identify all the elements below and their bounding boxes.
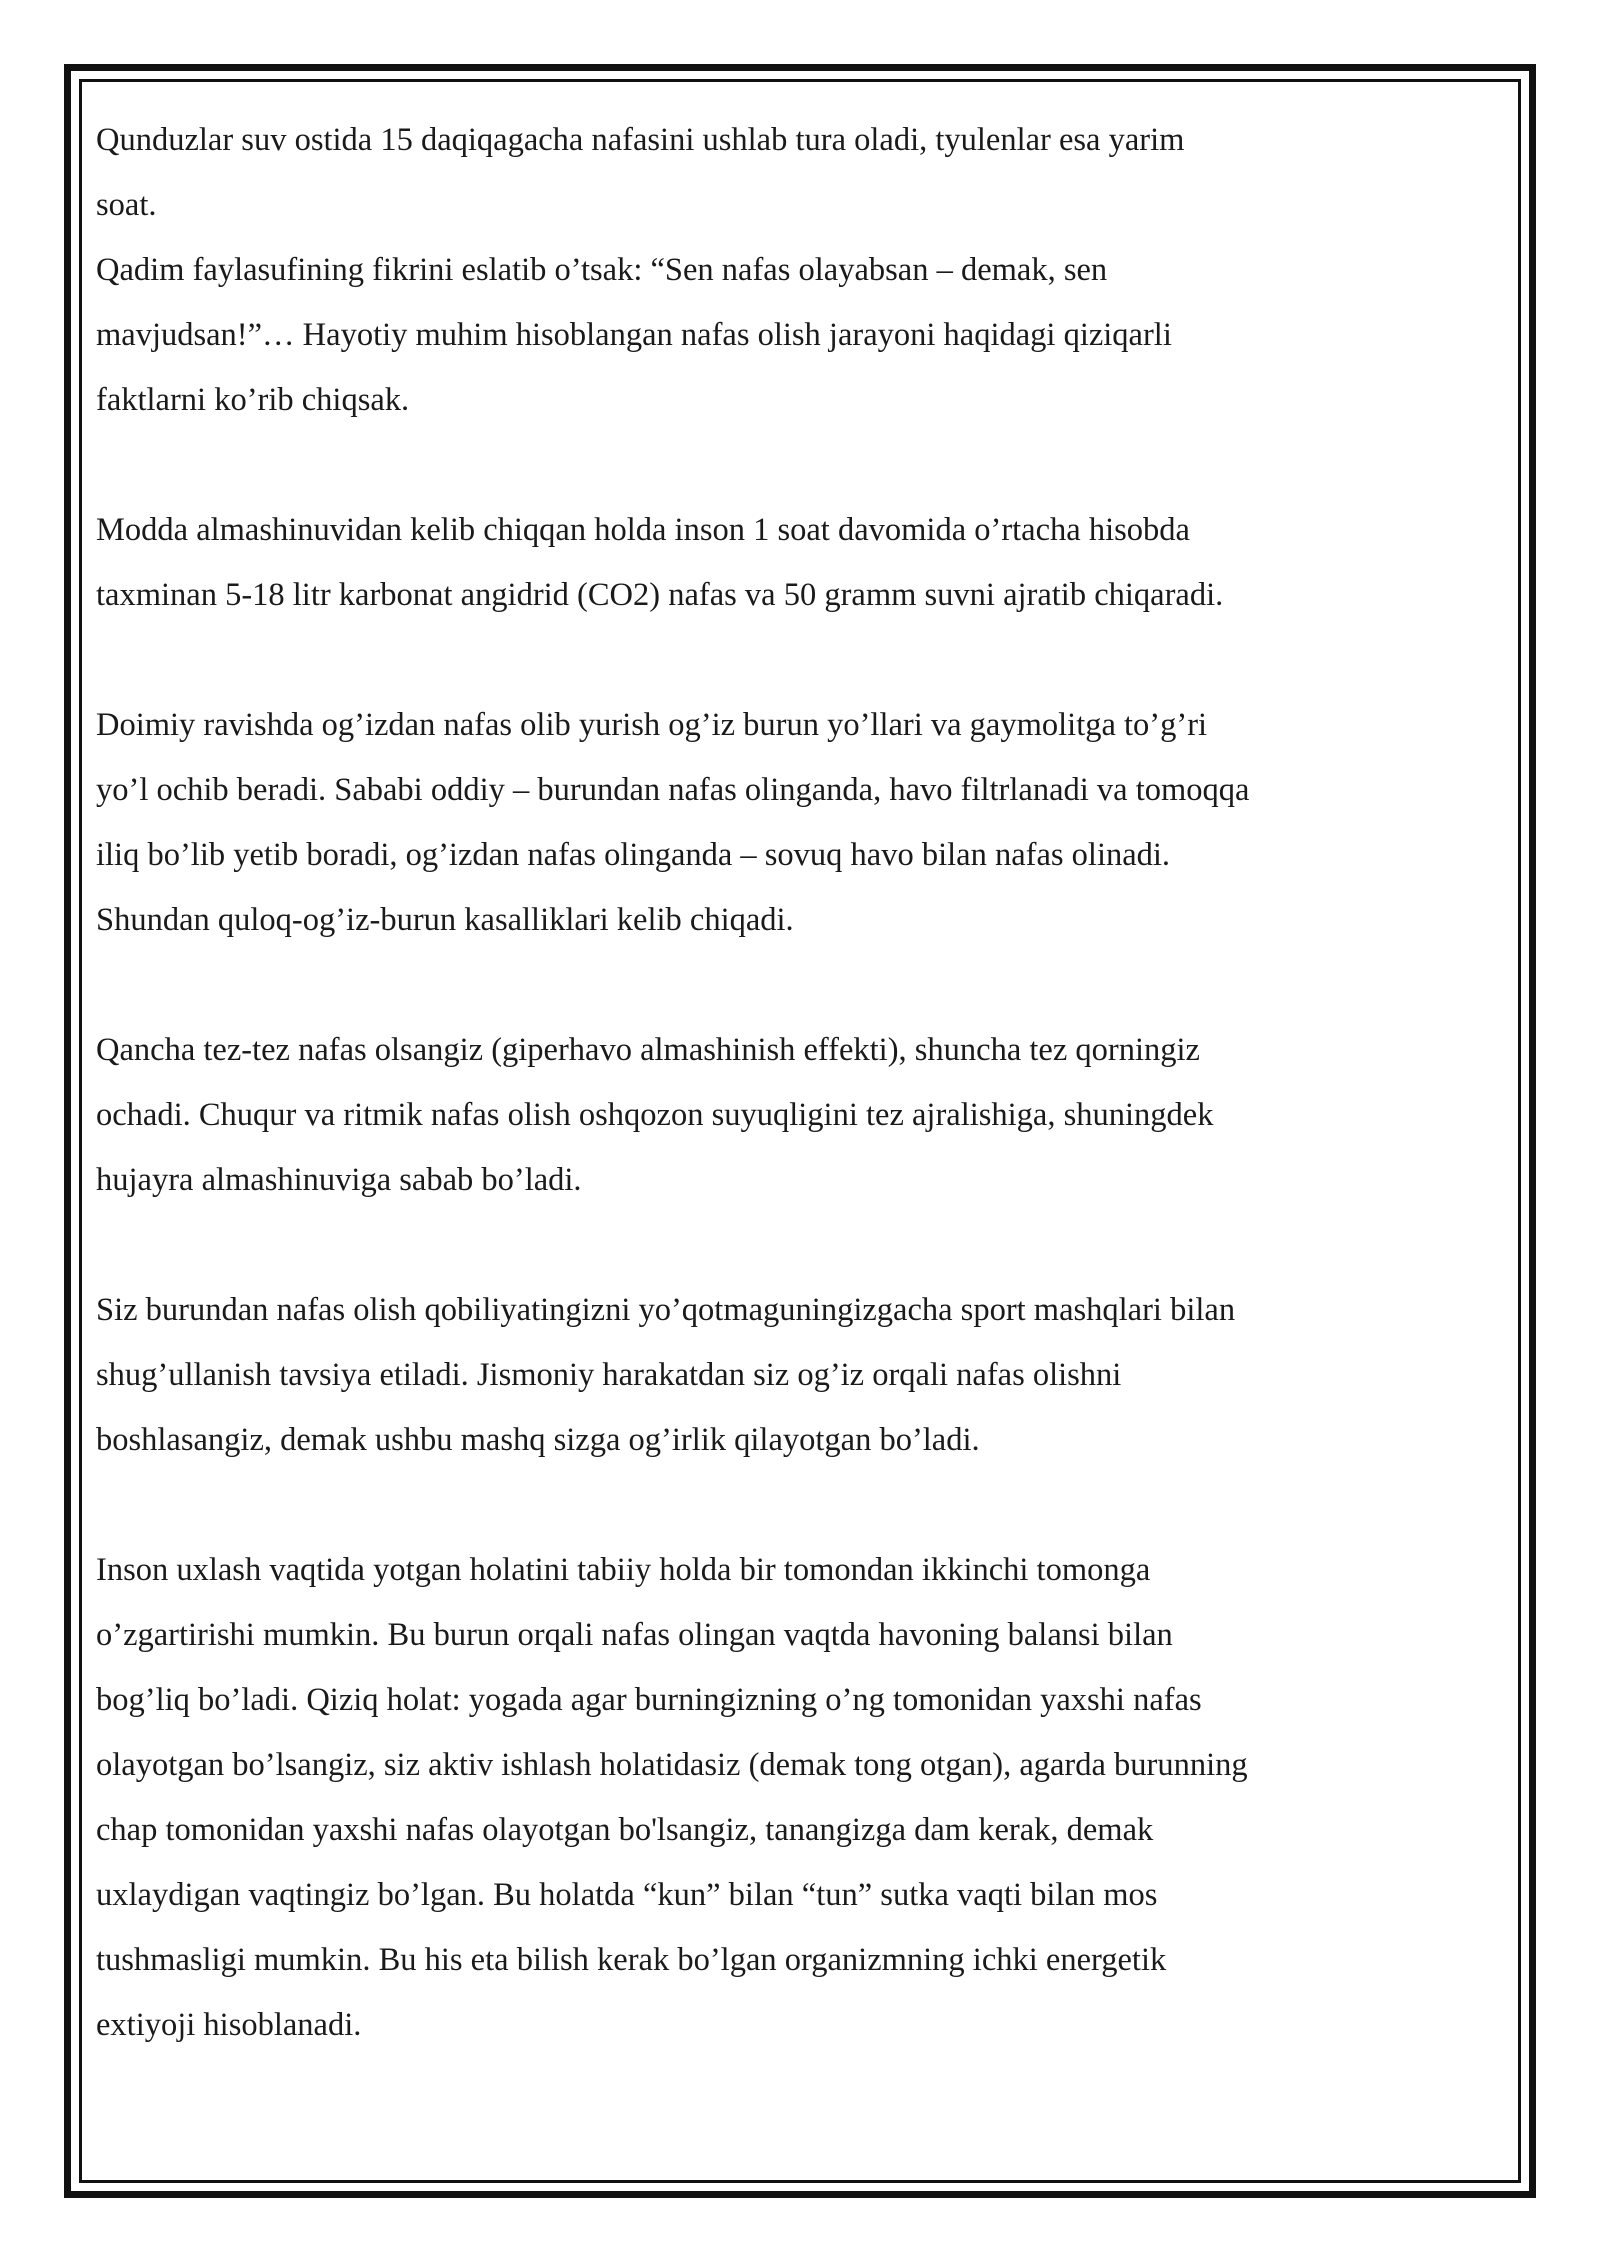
paragraph-beavers: Qunduzlar suv ostida 15 daqiqagacha nafasini ushlab tura oladi, tyulenlar esa yarim soat. bbox=[96, 122, 1185, 223]
paragraph-metabolism: Modda almashinuvidan kelib chiqqan holda inson 1 soat davomida o’rtacha hisobda taxminan 5-18 litr karbonat angidrid (CO2) nafas va 50 gramm suvni ajratib chiqaradi. bbox=[96, 512, 1224, 613]
paragraph-philosopher-quote: Qadim faylasufining fikrini eslatib o’tsak: “Sen nafas olayabsan – demak, sen mavjudsan!”… Hayotiy muhim hisoblangan nafas olish jarayoni haqidagi qiziqarli faktlarni ko’rib chiqsak. bbox=[96, 252, 1172, 418]
paragraph-sport-exercise: Siz burundan nafas olish qobiliyatingizni yo’qotmaguningizgacha sport mashqlari bilan shug’ullanish tavsiya etiladi. Jismoniy harakatdan siz og’iz orqali nafas olishni boshlasangiz, demak ushbu mashq sizga og’irlik qilayotgan bo’ladi. bbox=[96, 1292, 1236, 1458]
document-body bbox=[96, 108, 1466, 2123]
paragraph-mouth-breathing: Doimiy ravishda og’izdan nafas olib yurish og’iz burun yo’llari va gaymolitga to’g’ri yo’l ochib beradi. Sababi oddiy – burundan nafas olinganda, havo filtrlanadi va tomoqqa iliq bo’lib yetib boradi, og’izdan nafas olinganda – sovuq havo bilan nafas olinadi. Shundan quloq-og’iz-burun kasalliklari kelib chiqadi. bbox=[96, 707, 1250, 938]
paragraph-fast-breathing: Qancha tez-tez nafas olsangiz (giperhavo almashinish effekti), shuncha tez qorningiz ochadi. Chuqur va ritmik nafas olish oshqozon suyuqligini tez ajralishiga, shuningdek hujayra almashinuviga sabab bo’ladi. bbox=[96, 1032, 1214, 1198]
paragraph-sleep-position: Inson uxlash vaqtida yotgan holatini tabiiy holda bir tomondan ikkinchi tomonga o’zgartirishi mumkin. Bu burun orqali nafas olingan vaqtda havoning balansi bilan bog’liq bo’ladi. Qiziq holat: yogada agar burningizning o’ng tomonidan yaxshi nafas olayotgan bo’lsangiz, siz aktiv ishlash holatidasiz (demak tong otgan), agarda burunning chap tomonidan yaxshi nafas olayotgan bo'lsangiz, tanangizga dam kerak, demak uxlaydigan vaqtingiz bo’lgan. Bu holatda “kun” bilan “tun” sutka vaqti bilan mos tushmasligi mumkin. Bu his eta bilish kerak bo’lgan organizmning ichki energetik extiyoji hisoblanadi. bbox=[96, 1552, 1248, 2043]
